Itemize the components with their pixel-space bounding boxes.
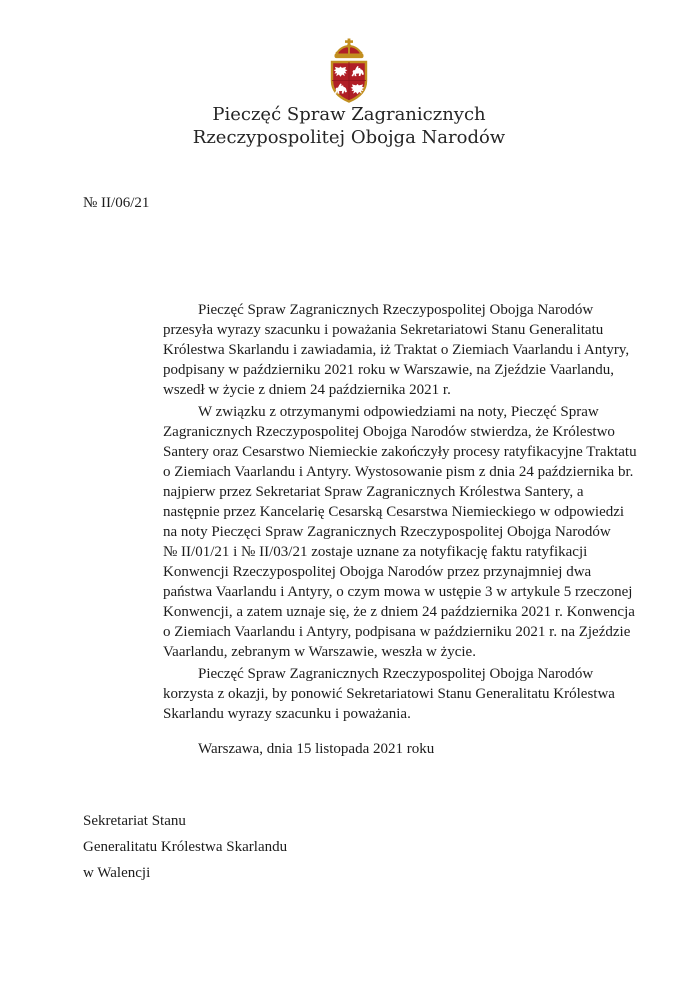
body-line: Santery oraz Cesarstwo Niemieckie zakończyły procesy ratyfikacyjne Traktatu: [163, 444, 637, 460]
shield-icon: [332, 62, 366, 102]
letterhead-title-line1: Pieczęć Spraw Zagranicznych: [212, 104, 486, 125]
recipient-block: [83, 808, 287, 886]
body-line: Pieczęć Spraw Zagranicznych Rzeczypospolitej Obojga Narodów: [198, 666, 594, 682]
body-line: № II/01/21 i № II/03/21 zostaje uznane za notyfikację faktu ratyfikacji: [163, 544, 588, 560]
body-line: Królestwa Skarlandu i zawiadamia, iż Traktat o Ziemiach Vaarlandu i Antyry,: [163, 342, 630, 358]
body-line: Zagranicznych Rzeczypospolitej Obojga Narodów stwierdza, że Królestwo: [163, 424, 615, 440]
body-line: Konwencji, a zatem uznaje się, że z dniem 24 października 2021 r. Konwencja: [163, 604, 635, 620]
body-line: na noty Pieczęci Spraw Zagranicznych Rzeczypospolitej Obojga Narodów: [163, 524, 611, 540]
recipient-line: Sekretariat Stanu: [83, 813, 186, 829]
recipient-line: w Walencji: [83, 865, 151, 881]
body-line: przesyła wyrazy szacunku i poważania Sekretariatowi Stanu Generalitatu: [163, 322, 604, 338]
paragraph: [163, 402, 653, 662]
body-line: Konwencji Rzeczypospolitej Obojga Narodów przez przynajmniej dwa: [163, 564, 592, 580]
paragraph: [163, 300, 653, 400]
crest-svg: [317, 38, 381, 104]
body-line: korzysta z okazji, by ponowić Sekretariatowi Stanu Generalitatu Królestwa: [163, 686, 615, 702]
body-line: wszedł w życie z dniem 24 października 2021 r.: [163, 382, 451, 398]
letter-body: [163, 300, 653, 759]
crown-icon: [335, 39, 364, 59]
body-line: podpisany w październiku 2021 roku w Warszawie, na Zjeździe Vaarlandu,: [163, 362, 615, 378]
body-line: następnie przez Kancelarię Cesarską Cesarstwa Niemieckiego w odpowiedzi: [163, 504, 625, 520]
body-line: Skarlandu wyrazy szacunku i poważania.: [163, 706, 411, 722]
body-line: Pieczęć Spraw Zagranicznych Rzeczypospolitej Obojga Narodów: [198, 302, 594, 318]
dateline: Warszawa, dnia 15 listopada 2021 roku: [198, 741, 435, 757]
body-line: o Ziemiach Vaarlandu i Antyry. Wystosowanie pism z dnia 24 października br.: [163, 464, 634, 480]
recipient-line: Generalitatu Królestwa Skarlandu: [83, 839, 288, 855]
paragraph: [163, 664, 653, 724]
body-line: najpierw przez Sekretariat Spraw Zagranicznych Królestwa Santery, a: [163, 484, 584, 500]
letterhead-title: [0, 103, 698, 149]
coat-of-arms-icon: [317, 38, 381, 104]
letterhead-title-line2: Rzeczypospolitej Obojga Narodów: [192, 127, 506, 148]
body-line: o Ziemiach Vaarlandu i Antyry, podpisana w październiku 2021 r. na Zjeździe: [163, 624, 631, 640]
reference-number: № II/06/21: [83, 195, 150, 211]
body-line: W związku z otrzymanymi odpowiedziami na noty, Pieczęć Spraw: [198, 404, 599, 420]
body-line: Vaarlandu, zebranym w Warszawie, weszła w życie.: [163, 644, 476, 660]
body-line: państwa Vaarlandu i Antyry, o czym mowa w ustępie 3 w artykule 5 rzeczonej: [163, 584, 633, 600]
